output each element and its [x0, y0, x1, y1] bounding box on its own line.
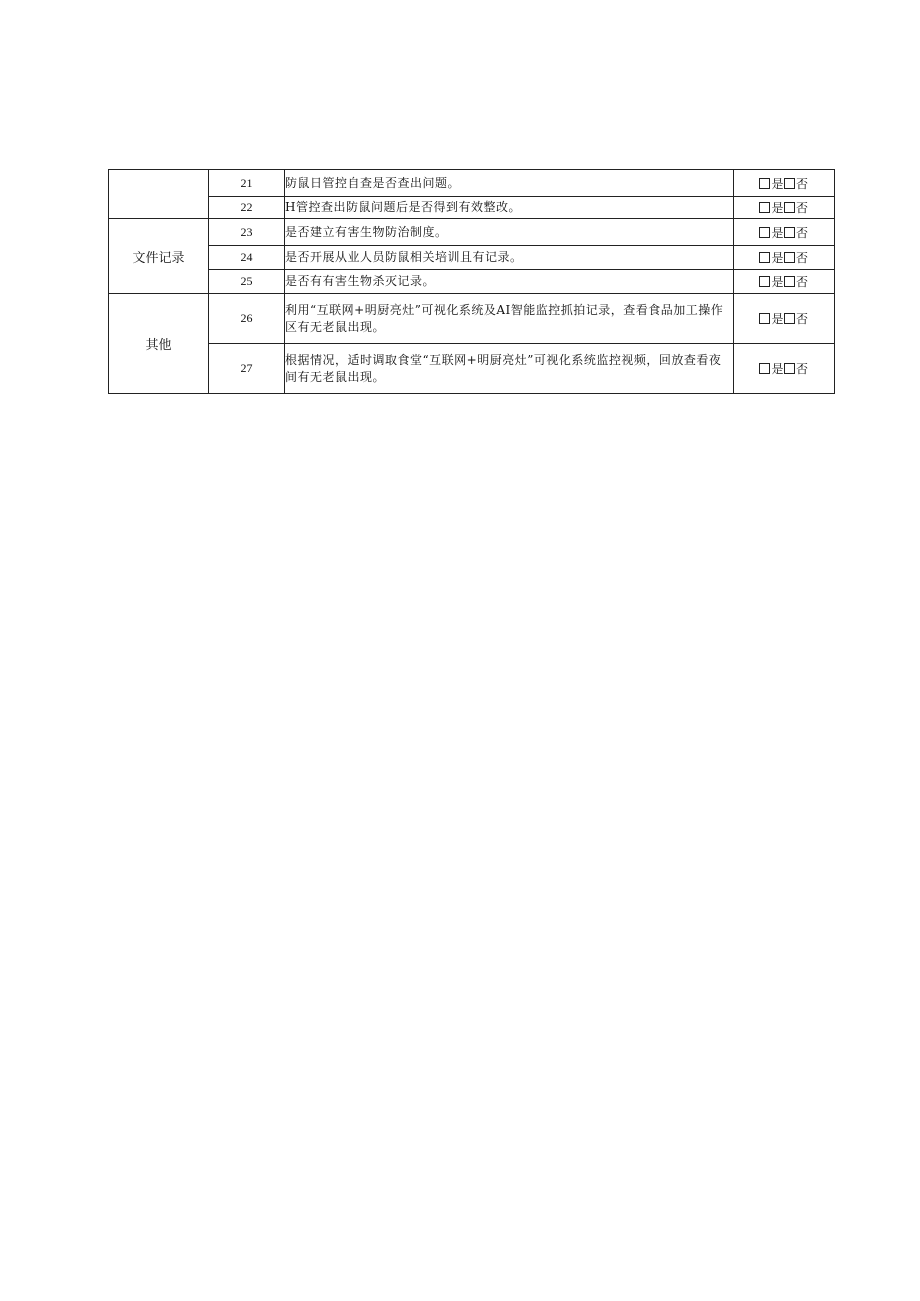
item-text: 是否有有害生物杀灭记录。: [285, 270, 734, 294]
no-checkbox[interactable]: [784, 252, 795, 263]
no-label: 否: [796, 275, 809, 289]
yes-no-checkbox-group: [734, 270, 835, 294]
yes-no-checkbox-group: [734, 294, 835, 344]
yes-label: 是: [771, 275, 784, 289]
table-row: [109, 170, 835, 197]
no-label: 否: [796, 251, 809, 265]
table-row: [109, 294, 835, 344]
yes-label: 是: [771, 201, 784, 215]
item-number: 24: [209, 246, 285, 270]
yes-label: 是: [771, 312, 784, 326]
no-label: 否: [796, 176, 809, 191]
item-number: 21: [209, 170, 285, 197]
no-checkbox[interactable]: [784, 363, 795, 374]
no-checkbox[interactable]: [784, 276, 795, 287]
no-checkbox[interactable]: [784, 313, 795, 324]
yes-no-checkbox-group: [734, 219, 835, 246]
item-number: 25: [209, 270, 285, 294]
yes-no-checkbox-group: [734, 170, 835, 197]
table-row: [109, 197, 835, 219]
item-text: 防鼠日管控自查是否查出问题。: [285, 170, 734, 197]
yes-checkbox[interactable]: [759, 363, 770, 374]
no-label: 否: [796, 312, 809, 326]
no-checkbox[interactable]: [784, 227, 795, 238]
item-text: 根据情况，适时调取食堂“互联网+明厨亮灶”可视化系统监控视频，回放查看夜间有无老鼠出现。: [285, 344, 734, 394]
yes-no-checkbox-group: [734, 197, 835, 219]
yes-no-checkbox-group: [734, 246, 835, 270]
table-row: [109, 246, 835, 270]
no-label: 否: [796, 201, 809, 215]
category-cell: [109, 170, 209, 219]
item-text: H管控查出防鼠问题后是否得到有效整改。: [285, 197, 734, 219]
yes-checkbox[interactable]: [759, 202, 770, 213]
item-text: 是否开展从业人员防鼠相关培训且有记录。: [285, 246, 734, 270]
yes-checkbox[interactable]: [759, 313, 770, 324]
yes-no-checkbox-group: [734, 344, 835, 394]
table-row: [109, 219, 835, 246]
yes-label: 是: [771, 362, 784, 376]
yes-label: 是: [771, 225, 784, 240]
item-number: 22: [209, 197, 285, 219]
category-cell: 文件记录: [109, 219, 209, 294]
inspection-checklist-table: [108, 169, 835, 394]
item-text: 是否建立有害生物防治制度。: [285, 219, 734, 246]
item-number: 26: [209, 294, 285, 344]
no-checkbox[interactable]: [784, 178, 795, 189]
table-row: [109, 270, 835, 294]
yes-checkbox[interactable]: [759, 276, 770, 287]
item-text: 利用“互联网+明厨亮灶”可视化系统及AI智能监控抓拍记录，查看食品加工操作区有无老鼠出现。: [285, 294, 734, 344]
item-number: 23: [209, 219, 285, 246]
category-cell: 其他: [109, 294, 209, 394]
yes-checkbox[interactable]: [759, 178, 770, 189]
yes-checkbox[interactable]: [759, 252, 770, 263]
no-label: 否: [796, 362, 809, 376]
item-number: 27: [209, 344, 285, 394]
no-checkbox[interactable]: [784, 202, 795, 213]
yes-checkbox[interactable]: [759, 227, 770, 238]
yes-label: 是: [771, 176, 784, 191]
table-row: [109, 344, 835, 394]
no-label: 否: [796, 225, 809, 240]
yes-label: 是: [771, 251, 784, 265]
